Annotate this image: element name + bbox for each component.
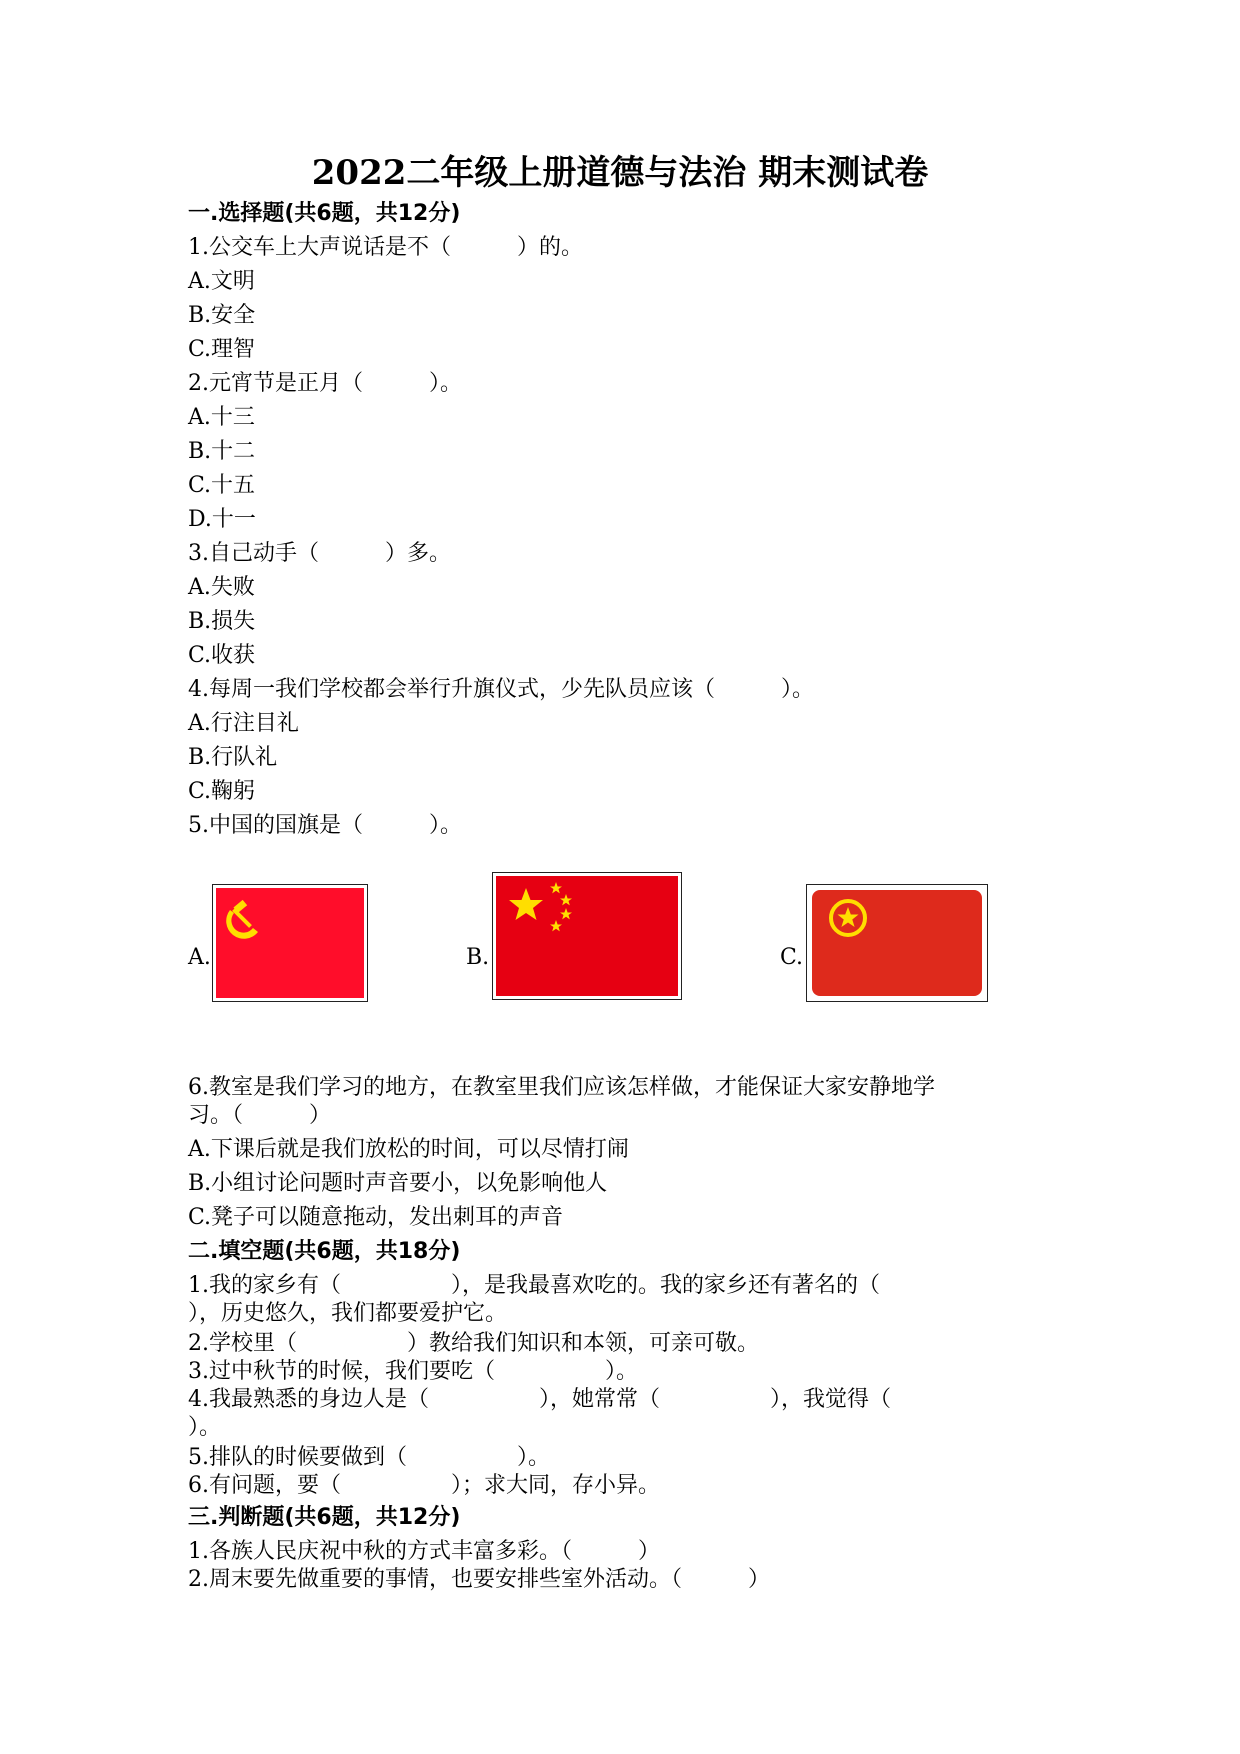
question-4-option-c: C.鞠躬 bbox=[188, 779, 256, 804]
question-2-option-a: A.十三 bbox=[188, 405, 255, 430]
fill-line: 6.有问题，要（ ）；求大同，存小异。 bbox=[188, 1473, 660, 1498]
question-6-option-a: A.下课后就是我们放松的时间，可以尽情打闹 bbox=[188, 1137, 629, 1162]
question-1-option-b: B.安全 bbox=[188, 303, 256, 328]
fill-line: ）。 bbox=[188, 1415, 222, 1440]
fill-line: 4.我最熟悉的身边人是（ ），她常常（ ），我觉得（ bbox=[188, 1387, 891, 1412]
question-2-option-b: B.十二 bbox=[188, 439, 256, 464]
fill-line: 2.学校里（ ）教给我们知识和本领，可亲可敬。 bbox=[188, 1331, 759, 1356]
question-5-stem: 5.中国的国旗是（ ）。 bbox=[188, 813, 462, 838]
national-flag-icon bbox=[492, 872, 682, 1000]
question-6-stem-line-1: 6.教室是我们学习的地方，在教室里我们应该怎样做，才能保证大家安静地学 bbox=[188, 1075, 935, 1100]
section-heading-fill-in: 二.填空题(共6题，共18分) bbox=[188, 1239, 461, 1264]
question-1-option-c: C.理智 bbox=[188, 337, 256, 362]
question-3-stem: 3.自己动手（ ）多。 bbox=[188, 541, 451, 566]
page-title: 2022二年级上册道德与法治 期末测试卷 bbox=[311, 153, 929, 193]
party-flag-icon bbox=[212, 884, 368, 1002]
flag-b-field bbox=[496, 876, 678, 996]
section-heading-true-false: 三.判断题(共6题，共12分) bbox=[188, 1505, 461, 1530]
judge-line: 2.周末要先做重要的事情，也要安排些室外活动。（ ） bbox=[188, 1567, 770, 1592]
question-4-stem: 4.每周一我们学校都会举行升旗仪式，少先队员应该（ ）。 bbox=[188, 677, 814, 702]
question-6-stem-line-2: 习。（ ） bbox=[188, 1103, 332, 1128]
question-2-option-d: D.十一 bbox=[188, 507, 256, 532]
question-3-option-a: A.失败 bbox=[188, 575, 255, 600]
section-heading-choice: 一.选择题(共6题，共12分) bbox=[188, 201, 461, 226]
question-2-option-c: C.十五 bbox=[188, 473, 256, 498]
question-1-option-a: A.文明 bbox=[188, 269, 255, 294]
flag-option-c-label: C. bbox=[780, 945, 804, 970]
flag-option-a-label: A. bbox=[188, 945, 211, 970]
question-1-stem: 1.公交车上大声说话是不（ ）的。 bbox=[188, 235, 583, 260]
question-4-option-b: B.行队礼 bbox=[188, 745, 278, 770]
fill-line: 5.排队的时候要做到（ ）。 bbox=[188, 1445, 550, 1470]
question-3-option-b: B.损失 bbox=[188, 609, 256, 634]
question-3-option-c: C.收获 bbox=[188, 643, 256, 668]
fill-line: 3.过中秋节的时候，我们要吃（ ）。 bbox=[188, 1359, 638, 1384]
question-2-stem: 2.元宵节是正月（ ）。 bbox=[188, 371, 462, 396]
flag-option-b-label: B. bbox=[466, 945, 490, 970]
fill-line: 1.我的家乡有（ ），是我最喜欢吃的。我的家乡还有著名的（ bbox=[188, 1273, 880, 1298]
question-6-option-b: B.小组讨论问题时声音要小，以免影响他人 bbox=[188, 1171, 608, 1196]
youth-league-flag-icon bbox=[806, 884, 988, 1002]
question-6-option-c: C.凳子可以随意拖动，发出刺耳的声音 bbox=[188, 1205, 564, 1230]
judge-line: 1.各族人民庆祝中秋的方式丰富多彩。（ ） bbox=[188, 1539, 660, 1564]
question-4-option-a: A.行注目礼 bbox=[188, 711, 299, 736]
fill-line: ），历史悠久，我们都要爱护它。 bbox=[188, 1301, 508, 1326]
